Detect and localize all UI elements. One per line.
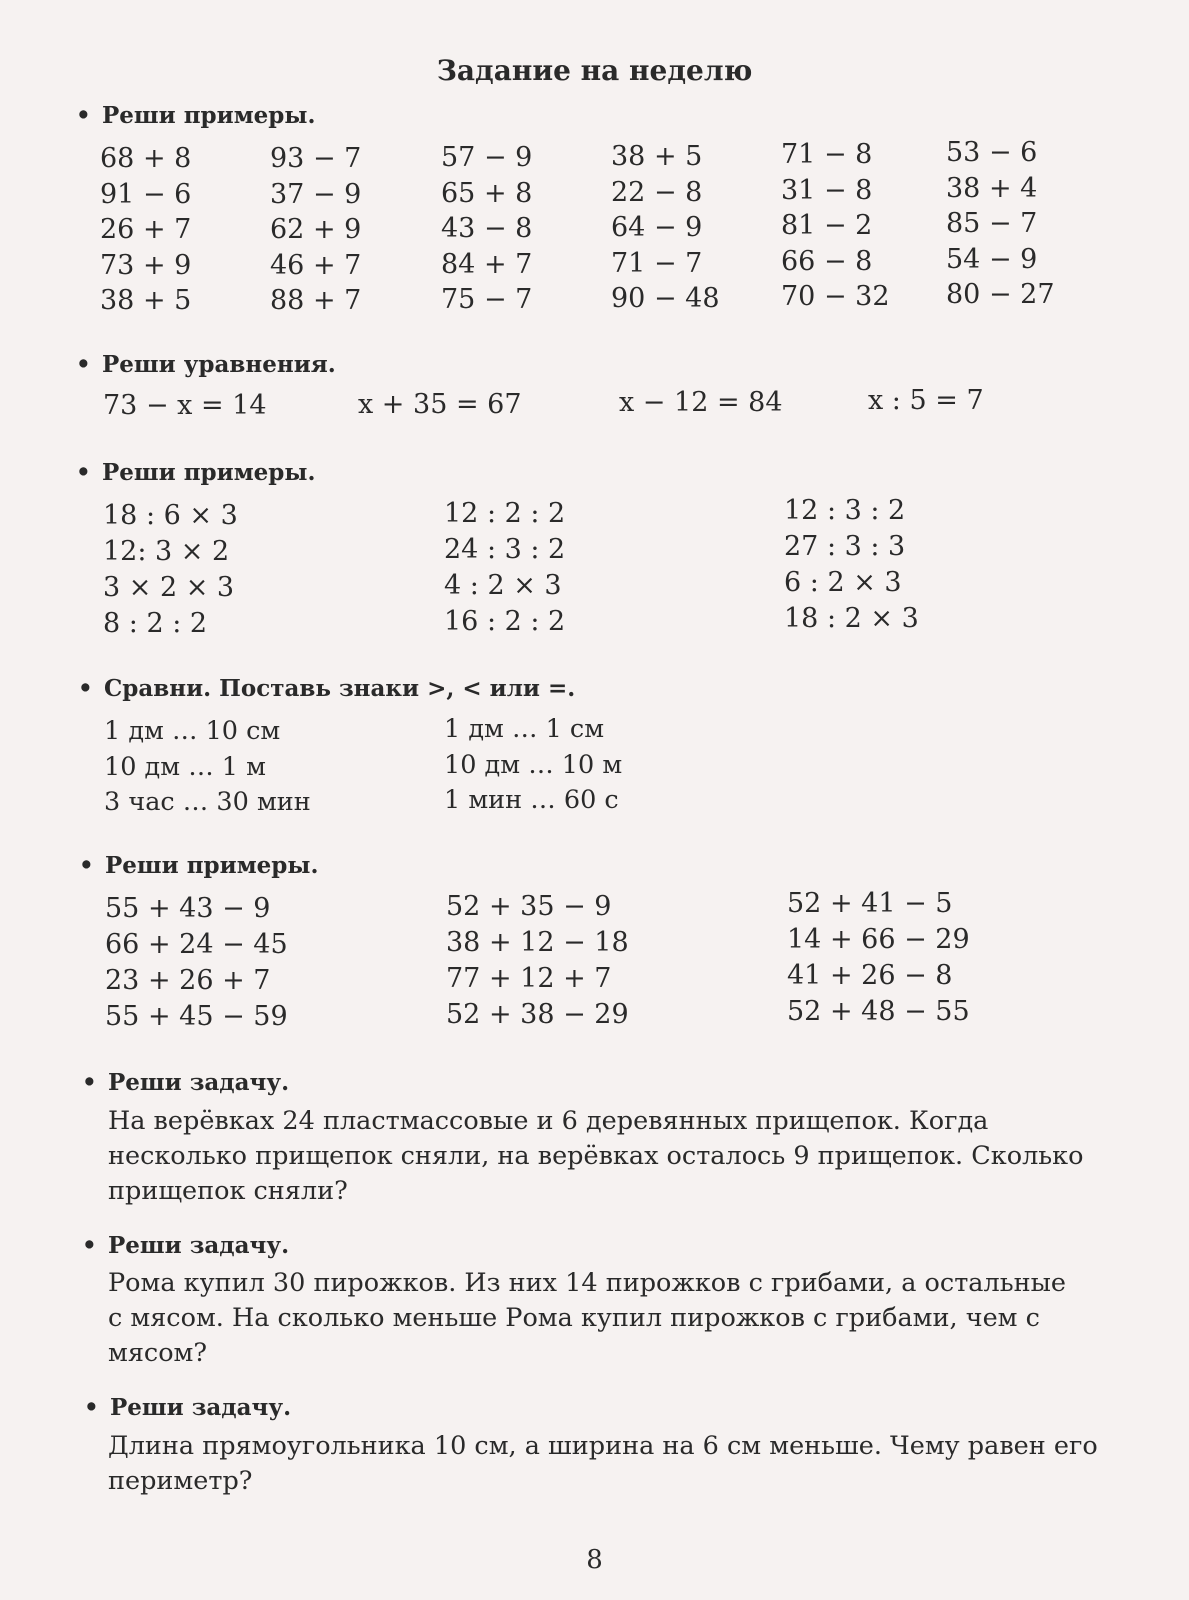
examples-column [781,137,890,315]
example: 90 − 48 [611,283,720,314]
task-text: Длина прямоугольника 10 см, а ширина на 6 см меньше. Чему равен его периметр? [108,1431,1098,1496]
example: 65 + 8 [441,177,533,209]
example: 52 + 48 − 55 [787,996,970,1027]
examples-column [946,135,1055,313]
example: 12 : 3 : 2 [784,495,906,526]
example: 38 + 4 [946,172,1038,204]
example: 53 − 6 [946,137,1038,168]
example: 8 : 2 : 2 [103,608,208,639]
examples-column [787,886,970,1030]
examples-column [611,139,720,317]
example: 24 : 3 : 2 [444,534,566,565]
example: 84 + 7 [441,248,533,280]
examples-column [784,493,919,637]
example: 57 − 9 [441,142,533,173]
example: 54 − 9 [946,243,1038,275]
examples-column [105,891,288,1035]
examples-column [441,140,532,318]
section-heading: • Сравни. Поставь знаки >, < или =. [78,675,576,702]
example: 12 : 2 : 2 [444,498,566,529]
example: 23 + 26 + 7 [105,965,271,996]
example: 6 : 2 × 3 [784,567,902,598]
example: 18 : 6 × 3 [103,500,238,531]
equation: x : 5 = 7 [868,385,984,416]
section-heading: • Реши примеры. [76,459,316,486]
example: 38 + 12 − 18 [446,927,629,958]
bullet-icon: • [79,852,94,879]
example: 27 : 3 : 3 [784,531,906,562]
examples-column [270,141,361,319]
example: 66 − 8 [781,245,873,277]
example: 12: 3 × 2 [103,536,230,567]
compare-item: 1 дм … 1 см [444,714,605,744]
compare-item: 10 дм … 1 м [104,751,266,782]
example: 43 − 8 [441,213,533,244]
task-text: На верёвках 24 пластмассовые и 6 деревянных прищепок. Когда несколько прищепок сняли, на верёвках осталось 9 прищепок. Сколько прищепок сняли? [108,1106,1084,1206]
example: 31 − 8 [781,174,873,206]
example: 26 + 7 [100,214,192,245]
section-heading: • Реши задачу. [82,1232,290,1259]
example: 71 − 7 [611,247,703,279]
example: 62 + 9 [270,214,362,245]
page-number: 8 [586,1545,603,1575]
example: 88 + 7 [270,285,362,316]
section-heading: • Реши примеры. [76,102,316,129]
examples-column [444,496,565,640]
example: 3 × 2 × 3 [103,572,235,603]
compare-column [444,712,622,819]
task-text: Рома купил 30 пирожков. Из них 14 пирожков с грибами, а остальные с мясом. На сколько меньше Рома купил пирожков с грибами, чем с мясом? [108,1268,1066,1368]
bullet-icon: • [82,1232,97,1259]
example: 37 − 9 [270,178,362,210]
compare-item: 1 мин … 60 с [444,785,619,815]
example: 73 + 9 [100,249,192,281]
example: 52 + 41 − 5 [787,888,953,919]
example: 55 + 45 − 59 [105,1001,288,1032]
section-heading: • Реши уравнения. [76,351,336,378]
bullet-icon: • [84,1394,99,1421]
example: 64 − 9 [611,212,703,243]
bullet-icon: • [76,102,91,129]
examples-column [446,889,629,1033]
example: 81 − 2 [781,210,873,241]
example: 66 + 24 − 45 [105,929,288,960]
equation: 73 − x = 14 [103,390,267,421]
section-heading: • Реши задачу. [82,1069,290,1096]
example: 38 + 5 [611,141,703,172]
example: 4 : 2 × 3 [444,570,562,601]
page-title: Задание на неделю [436,54,753,87]
compare-item: 1 дм … 10 см [104,716,281,746]
compare-item: 10 дм … 10 м [444,749,623,780]
bullet-icon: • [76,459,91,486]
examples-column [100,141,191,319]
example: 71 − 8 [781,139,873,170]
compare-column [104,714,311,821]
bullet-icon: • [78,675,93,702]
example: 46 + 7 [270,249,362,281]
equation: x + 35 = 67 [358,389,522,420]
example: 70 − 32 [781,281,890,312]
example: 38 + 5 [100,285,192,316]
example: 22 − 8 [611,176,703,208]
example: 14 + 66 − 29 [787,924,970,955]
example: 75 − 7 [441,284,533,315]
section-heading: • Реши задачу. [84,1394,292,1421]
example: 16 : 2 : 2 [444,606,566,637]
example: 52 + 38 − 29 [446,999,629,1030]
example: 77 + 12 + 7 [446,963,612,994]
bullet-icon: • [76,351,91,378]
compare-item: 3 час … 30 мин [104,787,311,817]
example: 80 − 27 [946,279,1055,310]
equation: x − 12 = 84 [619,387,783,418]
example: 68 + 8 [100,143,192,174]
section-heading: • Реши примеры. [79,852,319,879]
example: 93 − 7 [270,143,362,174]
example: 18 : 2 × 3 [784,603,919,634]
examples-column [103,498,238,642]
example: 41 + 26 − 8 [787,960,953,991]
example: 85 − 7 [946,208,1038,239]
example: 55 + 43 − 9 [105,893,271,924]
example: 52 + 35 − 9 [446,891,612,922]
bullet-icon: • [82,1069,97,1096]
example: 91 − 6 [100,178,192,210]
